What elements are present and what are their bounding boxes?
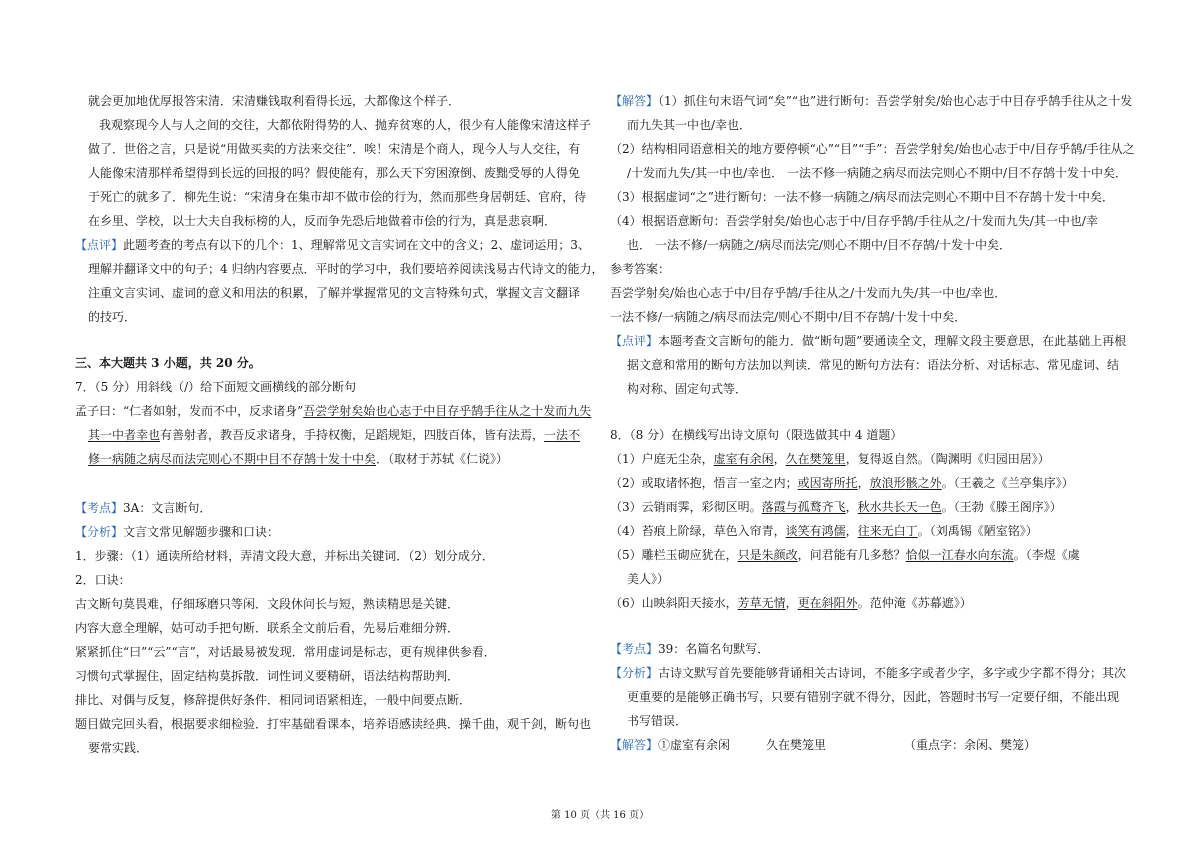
question-7-text bbox=[88, 427, 580, 443]
question-7-text bbox=[75, 403, 591, 419]
poem-text: ， bbox=[857, 476, 870, 490]
poem-text: 。范仲淹《苏幕遮》） bbox=[857, 596, 972, 610]
poem-text: ，问君能有几多愁？ bbox=[797, 548, 906, 562]
jieda-tag: 【解答】 bbox=[610, 94, 659, 108]
jieda-text: （1）抓住句末语气词“矣”“也”进行断句：吾尝学射矣/始也心志于中目存乎鹄手往从之十发 bbox=[658, 94, 1133, 108]
pingjia-text: 本题考查文言断句的能力．做“断句题”要通读全文，理解文段主要意思，在此基础上再根 bbox=[658, 334, 1127, 348]
paragraph-line: 就会更加地优厚报答宋清．宋清赚钱取利看得长远，大都像这个样子． bbox=[88, 94, 461, 108]
reference-heading: 参考答案： bbox=[610, 262, 671, 276]
rhyme-line: 题目做完回头看，根据要求细检验．打牢基础看课本，培养语感读经典．操千曲，观千剑，断句也 bbox=[75, 717, 592, 731]
step-line: 1．步骤：（1）通读所给材料，弄清文段大意，并标出关键词．（2）划分成分． bbox=[75, 549, 494, 563]
rhyme-line: 排比、对偶与反复，修辞提供好条件．相同词语紧相连，一般中间要点断． bbox=[75, 693, 472, 707]
comment-line: 理解并翻译文中的句子；4 归纳内容要点．平时的学习中，我们要培养阅读浅易古代诗文的能力， bbox=[88, 262, 604, 276]
q7-text: ．（取材于苏轼《仁说》） bbox=[376, 452, 509, 466]
poem-text: ， bbox=[785, 596, 798, 610]
fenxi-line: 书写错误． bbox=[627, 714, 688, 728]
jieda-line: /十发而九失/其一中也/幸也． 一法不修一病随之病尽而法完则心不期中/目不存鹄十发十中矣． bbox=[627, 166, 1127, 180]
jieda-text: 久在樊笼里 bbox=[766, 738, 827, 752]
poem-answer: 虚室有余闲 bbox=[713, 452, 774, 466]
paragraph-line: 人能像宋清那样希望得到长远的回报的吗？假使能有，那么天下穷困潦倒、废黜受辱的人得免 bbox=[88, 166, 581, 180]
fenxi-tag: 【分析】 bbox=[610, 666, 659, 680]
kaodian-line bbox=[75, 500, 211, 516]
answer-line: 一法不修/一病随之/病尽而法完/则心不期中/目不存鹄/十发十中矣． bbox=[610, 310, 967, 324]
poem-text: （2）或取诸怀抱，悟言一室之内； bbox=[610, 476, 798, 490]
kaodian-text: 3A：文言断句． bbox=[123, 501, 212, 515]
paragraph-line: 于死亡的就多了．柳先生说：“宋清身在集市却不做市侩的行为，然而那些身居朝廷、官府，待 bbox=[88, 190, 587, 204]
poem-answer: 落霞与孤鹜齐飞 bbox=[761, 500, 846, 514]
jieda-line: （2）结构相同语意相关的地方要停顿“心”“目”“手”：吾尝学射矣/始也心志于中/目存乎鹄/手往从之 bbox=[610, 142, 1135, 156]
poem-text: （6）山映斜阳天接水， bbox=[610, 596, 738, 610]
poem-item bbox=[610, 475, 1074, 491]
q7-underlined: 一法不 bbox=[544, 428, 581, 442]
step-line: 2．口诀： bbox=[75, 573, 131, 587]
jieda-line bbox=[610, 737, 1036, 753]
poem-item bbox=[610, 499, 1062, 515]
poem-answer: 更在斜阳外 bbox=[797, 596, 858, 610]
poem-answer: 只是朱颜改 bbox=[737, 548, 798, 562]
comment-line bbox=[75, 237, 590, 253]
kaodian-tag: 【考点】 bbox=[610, 642, 659, 656]
poem-answer: 放浪形骸之外 bbox=[869, 476, 942, 490]
jieda-line: 而九失其一中也/幸也． bbox=[627, 118, 752, 132]
paragraph-line: 我观察现今人与人之间的交往，大都依附得势的人、抛弃贫寒的人，很少有人能像宋清这样子 bbox=[99, 118, 592, 132]
jieda-text: （重点字：余闲、樊笼） bbox=[904, 738, 1037, 752]
fenxi-line: 更重要的是能够正确书写，只要有错别字就不得分，因此，答题时书写一定要仔细，不能出现 bbox=[627, 690, 1120, 704]
paragraph-line: 在乡里、学校，以士大夫自我标榜的人，反而争先恐后地做着市侩的行为，真是悲哀啊． bbox=[88, 214, 557, 228]
comment-line: 的技巧． bbox=[88, 310, 137, 324]
poem-item bbox=[610, 595, 972, 611]
fenxi-text: 古诗文默写首先要能够背诵相关古诗词，不能多字或者少字，多字或少字都不得分；其次 bbox=[658, 666, 1127, 680]
poem-text: ， bbox=[845, 500, 858, 514]
poem-text: 。（王勃《滕王阁序》） bbox=[941, 500, 1062, 514]
question-8: 8．（8 分）在横线写出诗文原句（限选做其中 4 道题） bbox=[610, 428, 903, 442]
answer-line: 吾尝学射矣/始也心志于中/目存乎鹄/手往从之/十发而九失/其一中也/幸也． bbox=[610, 286, 1007, 300]
poem-text: （3）云销雨霁，彩彻区明。 bbox=[610, 500, 762, 514]
pingjia-line bbox=[610, 333, 1126, 349]
poem-text: （1）户庭无尘杂， bbox=[610, 452, 714, 466]
rhyme-line: 习惯句式掌握住，固定结构莫拆散．词性词义要精研，语法结构帮助判． bbox=[75, 669, 460, 683]
rhyme-line: 古文断句莫畏难，仔细琢磨只等闲．文段休问长与短，熟读精思是关键． bbox=[75, 597, 460, 611]
q7-text: 孟子曰：“仁者如射，发而不中，反求诸身” bbox=[75, 404, 304, 418]
poem-answer: 往来无白丁 bbox=[857, 524, 918, 538]
poem-item bbox=[610, 523, 1038, 539]
fenxi-text: 文言文常见解题步骤和口诀： bbox=[123, 525, 280, 539]
q7-underlined: 其一中者幸也 bbox=[88, 428, 161, 442]
poem-answer: 秋水共长天一色 bbox=[857, 500, 942, 514]
poem-answer: 恰似一江春水向东流 bbox=[905, 548, 1014, 562]
jieda-line: 也． 一法不修/一病随之/病尽而法完/则心不期中/目不存鹄/十发十中矣． bbox=[627, 238, 1012, 252]
rhyme-line: 内容大意全理解，姑可动手把句断．联系全文前后看，先易后难细分辨． bbox=[75, 621, 460, 635]
rhyme-line: 紧紧抓住“曰”“云”“言”，对话最易被发现．常用虚词是标志，更有规律供参看． bbox=[75, 645, 496, 659]
poem-text: ， bbox=[845, 524, 858, 538]
kaodian-text: 39：名篇名句默写． bbox=[658, 642, 770, 656]
poem-text: ， bbox=[773, 452, 786, 466]
poem-text: （4）苔痕上阶绿，草色入帘青， bbox=[610, 524, 786, 538]
q7-underlined: 修一病随之病尽而法完则心不期中目不存鹄十发十中矣 bbox=[88, 452, 377, 466]
q7-underlined: 吾尝学射矣始也心志于中目存乎鹄手往从之十发而九失 bbox=[303, 404, 592, 418]
poem-text: 。（刘禹锡《陋室铭》） bbox=[917, 524, 1038, 538]
question-7-text bbox=[88, 451, 508, 467]
paragraph-line: 做了．世俗之言，只是说“用做买卖的方法来交往”．唉！宋清是个商人，现今人与人交往，有 bbox=[88, 142, 581, 156]
poem-item: 美人》） bbox=[627, 572, 670, 586]
pingjia-line: 据文意和常用的断句方法加以判读．常见的断句方法有：语法分析、对话标志、常见虚词、结 bbox=[627, 358, 1120, 372]
section-heading: 三、本大题共 3 小题，共 20 分。 bbox=[75, 356, 261, 370]
question-7: 7．（5 分）用斜线（/）给下面短文画横线的部分断句 bbox=[75, 380, 357, 394]
poem-text: ，复得返自然。（陶渊明《归园田居》） bbox=[845, 452, 1050, 466]
jieda-tag: 【解答】 bbox=[610, 738, 659, 752]
comment-text: 此题考查的考点有以下的几个：1、理解常见文言实词在文中的含义；2、虚词运用；3、 bbox=[123, 238, 590, 252]
comment-tag: 【点评】 bbox=[75, 238, 124, 252]
fenxi-line bbox=[610, 665, 1126, 681]
kaodian-tag: 【考点】 bbox=[75, 501, 124, 515]
q7-text: 有善射者，教吾反求诸身，手持权衡，足蹈规矩，四肢百体，皆有法焉， bbox=[160, 428, 545, 442]
pingjia-tag: 【点评】 bbox=[610, 334, 659, 348]
kaodian-line bbox=[610, 641, 769, 657]
poem-text: 。（王羲之《兰亭集序》） bbox=[941, 476, 1074, 490]
poem-answer: 谈笑有鸿儒 bbox=[785, 524, 846, 538]
fenxi-line bbox=[75, 524, 279, 540]
poem-text: （5）雕栏玉砌应犹在， bbox=[610, 548, 738, 562]
page-footer: 第 10 页（共 16 页） bbox=[550, 810, 650, 821]
poem-answer: 或因寄所托 bbox=[797, 476, 858, 490]
fenxi-tag: 【分析】 bbox=[75, 525, 124, 539]
jieda-line bbox=[610, 93, 1132, 109]
poem-item bbox=[610, 547, 1080, 563]
jieda-text: ①虚室有余闲 bbox=[658, 738, 731, 752]
poem-text: 。（李煜《虞 bbox=[1013, 548, 1080, 562]
comment-line: 注重文言实词、虚词的意义和用法的积累，了解并掌握常见的文言特殊句式，掌握文言文翻译 bbox=[88, 286, 581, 300]
poem-answer: 芳草无情 bbox=[737, 596, 786, 610]
pingjia-line: 构对称、固定句式等． bbox=[627, 382, 748, 396]
poem-item bbox=[610, 451, 1050, 467]
rhyme-line: 要常实践． bbox=[88, 741, 149, 755]
poem-answer: 久在樊笼里 bbox=[785, 452, 846, 466]
jieda-line: （4）根据语意断句：吾尝学射矣/始也心志于中/目存乎鹄/手往从之/十发而九失/其一中也/幸 bbox=[610, 214, 1098, 228]
jieda-line: （3）根据虚词“之”进行断句：一法不修一病随之/病尽而法完则心不期中目不存鹄十发十中矣． bbox=[610, 190, 1114, 204]
